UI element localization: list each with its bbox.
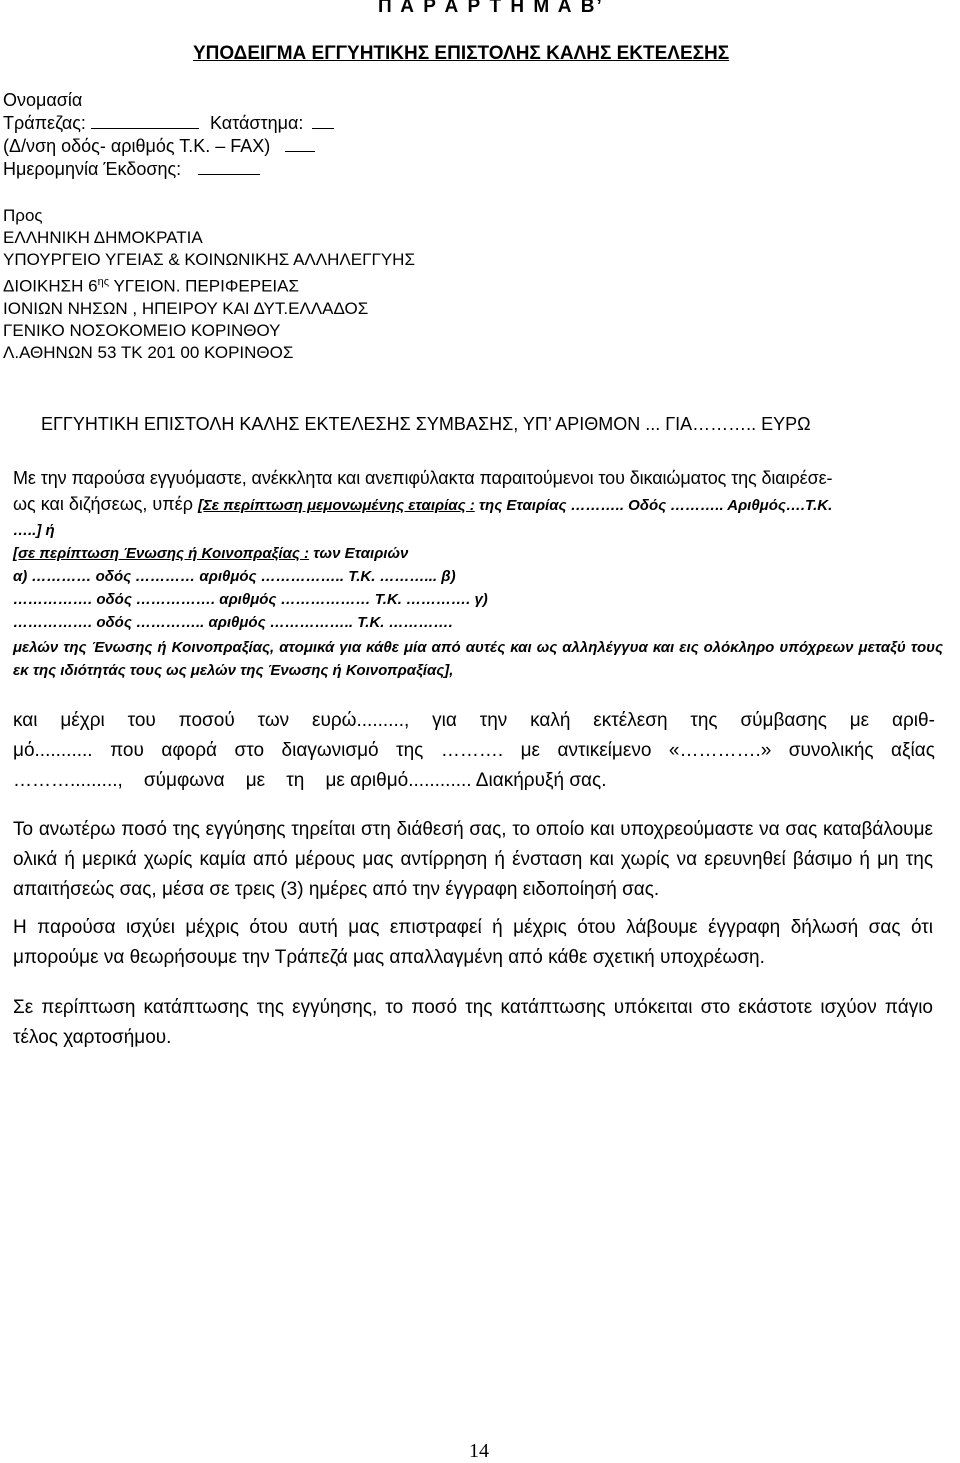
amount-line-2 [13,736,935,766]
amount-word: για [432,710,457,731]
amount-word: του [127,710,156,731]
appendix-title: Π Α Ρ Α Ρ Τ Η Μ Α Β’ [378,0,604,17]
amount-word: των [257,710,290,731]
para1-line-2-start: ως και διζήσεως, υπέρ [13,494,198,514]
address-line [3,135,334,158]
amount-word: μό........... [13,740,93,761]
amount-word: ευρώ........., [312,710,410,731]
amount-word: ποσού [178,710,235,731]
addressee-line-6: Λ.ΑΘΗΝΩΝ 53 ΤΚ 201 00 ΚΟΡΙΝΘΟΣ [3,342,294,362]
amount-word: μέχρι [60,710,105,731]
bank-blank [91,114,199,129]
amount-word: αφορά [161,740,218,761]
members-note: μελών της Ένωσης ή Κοινοπραξίας, ατομικά για κάθε μία από αυτές και ως αλληλέγγυα και εις ολόκληρο υπόχρεων μεταξύ τους εκ της ιδιότητάς τους ως μελών της Ένωσης ή Κοινοπραξίας], [13,639,943,679]
company-list-line-4: ……………. οδός ……………. αριθμός ……………… Τ.Κ. …………. γ) [13,591,488,608]
para1-line-2 [13,491,933,519]
paragraph-validity: Η παρούσα ισχύει μέχρις ότου αυτή μας επιστραφεί ή μέχρις ότου λάβουμε έγγραφη δήλωσή σας ότι μπορούμε να θεωρήσουμε την Τράπεζά μας απαλλαγμένη από κάθε σχετική υποχρέωση. [13,917,933,968]
amount-word: διαγωνισμό [281,740,379,761]
bank-label: Τράπεζας: [3,113,86,133]
amount-word: την [479,710,508,731]
consortium-label: [σε περίπτωση Ένωσης ή Κοινοπραξίας : [13,545,310,562]
company-list-line-5: ……………. οδός ………….. αριθμός …………….. Τ.Κ. …………. [13,614,453,631]
company-list-line-2 [13,542,943,565]
addressee-line-4: ΙΟΝΙΩΝ ΝΗΣΩΝ , ΗΠΕΙΡΟΥ ΚΑΙ ΔΥΤ.ΕΛΛΑΔΟΣ [3,298,369,318]
amount-word: σύμβασης [740,710,827,731]
amount-paragraph [13,706,935,796]
amount-word: αριθ- [891,710,935,731]
amount-word: και [13,710,38,731]
address-label: (Δ/νση οδός- αριθμός Τ.Κ. – FAX) [3,136,271,156]
amount-word: της [396,740,424,761]
amount-line-3: ………........., σύμφωνα με τη με αριθμό............ Διακήρυξή σας. [13,770,607,791]
addressee-block [3,205,415,364]
issue-date-line [3,158,334,181]
page-number: 14 [469,1440,489,1462]
bank-info-block [3,89,334,181]
bank-branch-line [3,112,334,135]
company-list [13,519,943,634]
branch-blank [312,114,334,129]
addressee-line-1: ΕΛΛΗΝΙΚΗ ΔΗΜΟΚΡΑΤΙΑ [3,228,203,247]
para1-line-1: Με την παρούσα εγγυόμαστε, ανέκκλητα και ανεπιφύλακτα παραιτούμενοι του δικαιώματος της διαιρέσε- [13,468,833,488]
guarantee-heading: ΕΓΓΥΗΤΙΚΗ ΕΠΙΣΤΟΛΗ ΚΑΛΗΣ ΕΚΤΕΛΕΣΗΣ ΣΥΜΒΑΣΗΣ, ΥΠ’ ΑΡΙΘΜΟΝ ... ΓΙΑ……….. ΕΥΡΩ [41,414,811,434]
issue-date-label: Ημερομηνία Έκδοσης: [3,159,182,179]
single-company-fields: της Εταιρίας ……….. Οδός ……….. Αριθμός….Τ.Κ. [474,497,833,514]
single-company-label: [Σε περίπτωση μεμονωμένης εταιρίας : [197,497,475,514]
addressee-line-5: ΓΕΝΙΚΟ ΝΟΣΟΚΟΜΕΙΟ ΚΟΡΙΝΘΟΥ [3,320,281,340]
paragraph-payment-terms: Το ανωτέρω ποσό της εγγύησης τηρείται στη διάθεσή σας, το οποίο και υποχρεούμαστε να σας καταβάλουμε ολικά ή μερικά χωρίς καμία από μέρους μας αντίρρηση ή ένσταση και χωρίς να ερευνηθεί βάσιμο ή μη της απαιτήσεώς σας, μέσα σε τρεις (3) ημέρες από την έγγραφη ειδοποίησή σας. [13,819,933,900]
issue-date-blank [198,160,260,175]
amount-word: με [520,740,541,761]
addressee-line-2: ΥΠΟΥΡΓΕΙΟ ΥΓΕΙΑΣ & ΚΟΙΝΩΝΙΚΗΣ ΑΛΛΗΛΕΓΓΥΗΣ [3,250,415,269]
amount-word: της [690,710,718,731]
bank-name-label: Ονομασία [3,90,83,110]
branch-label: Κατάστημα: [209,113,304,133]
addressee-line-3 [3,271,415,298]
amount-word: αντικείμενο [557,740,652,761]
consortium-rest: των Εταιριών [309,545,409,562]
paragraph-stamp-duty: Σε περίπτωση κατάπτωσης της εγγύησης, το ποσό της κατάπτωσης υπόκειται στο εκάστοτε ισχύον πάγιο τέλος χαρτοσήμου. [13,997,933,1048]
amount-line-1 [13,706,935,736]
paragraph-guarantee-intro [13,465,933,519]
addressee-line-3-post: ΥΓΕΙΟΝ. ΠΕΡΙΦΕΡΕΙΑΣ [109,276,299,296]
amount-word: καλή [530,710,571,731]
amount-word: στο [234,740,265,761]
document-subtitle: ΥΠΟΔΕΙΓΜΑ ΕΓΓΥΗΤΙΚΗΣ ΕΠΙΣΤΟΛΗΣ ΚΑΛΗΣ ΕΚΤΕΛΕΣΗΣ [193,43,730,64]
amount-word: με [849,710,870,731]
amount-word: που [110,740,144,761]
amount-word: αξίας [891,740,935,761]
company-list-line-3: α) ………… οδός ………… αριθμός …………….. Τ.Κ. ………... β) [13,568,456,585]
amount-word: «………….» [668,740,772,761]
amount-word: ………. [440,740,504,761]
addressee-line-3-sup: ης [97,276,110,288]
addressee-line-3-pre: ΔΙΟΙΚΗΣΗ 6 [3,276,98,296]
address-blank [285,137,315,152]
company-list-line-1: …..] ή [13,522,55,539]
amount-word: συνολικής [788,740,874,761]
addressee-to: Προς [3,206,43,225]
amount-word: εκτέλεση [593,710,668,731]
